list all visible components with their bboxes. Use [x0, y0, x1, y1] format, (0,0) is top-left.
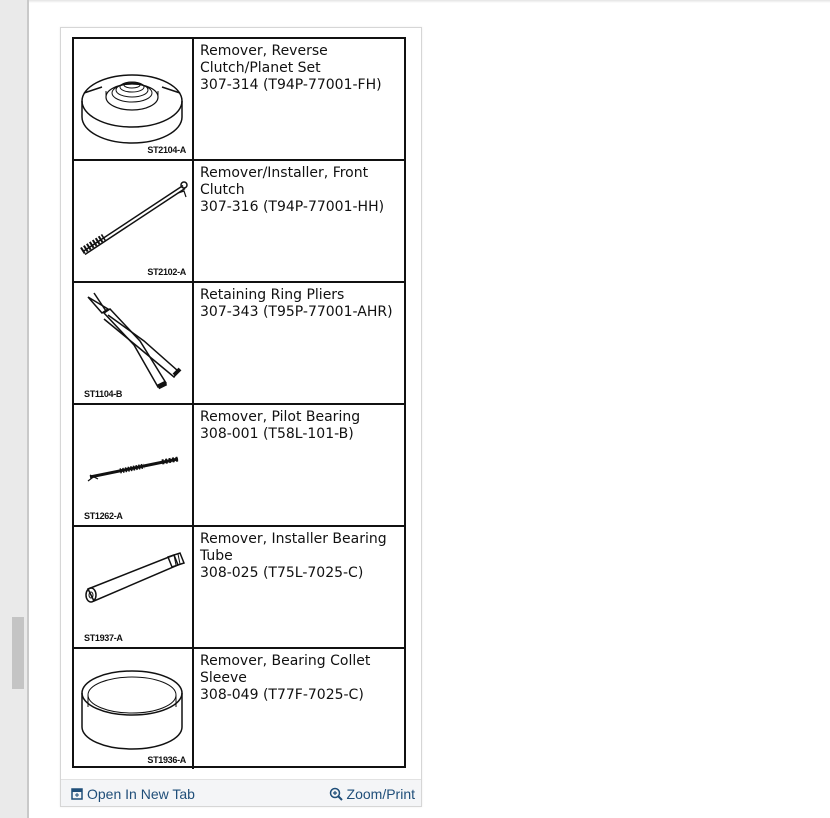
tool-part-number: 307-314 (T94P-77001-FH) — [200, 77, 382, 93]
tool-part-number: 307-343 (T95P-77001-AHR) — [200, 304, 393, 320]
tool-part-number: 308-025 (T75L-7025-C) — [200, 565, 364, 581]
tool-description — [200, 287, 400, 321]
tool-illustration — [74, 527, 194, 647]
tool-row — [74, 161, 404, 281]
left-scroll-gutter — [0, 0, 29, 818]
tool-illustration — [74, 39, 194, 159]
tool-illustration — [74, 405, 194, 525]
zoom-print-link[interactable] — [329, 786, 415, 802]
open-new-tab-icon — [71, 788, 83, 800]
tool-code: ST2102-A — [147, 267, 186, 277]
scrollbar-thumb[interactable] — [12, 617, 24, 689]
tool-description — [200, 409, 400, 443]
tool-name-line: Clutch — [200, 182, 245, 198]
special-tools-figure — [72, 37, 406, 768]
tool-code: ST1936-A — [147, 755, 186, 765]
tool-description — [200, 653, 400, 704]
tool-description — [200, 165, 400, 216]
tool-code: ST1262-A — [84, 511, 123, 521]
image-card — [60, 27, 422, 807]
tool-row — [74, 649, 404, 769]
tool-name-line: Remover/Installer, Front — [200, 165, 369, 181]
tool-illustration — [74, 283, 194, 403]
reverse-clutch-remover-icon — [74, 39, 192, 159]
tool-name-line: Retaining Ring Pliers — [200, 287, 345, 303]
tool-name-line: Clutch/Planet Set — [200, 60, 321, 76]
tool-illustration — [74, 649, 194, 769]
tool-name-line: Remover, Bearing Collet — [200, 653, 371, 669]
tool-row — [74, 527, 404, 647]
tool-name-line: Tube — [200, 548, 233, 564]
zoom-print-label: Zoom/Print — [346, 786, 415, 802]
open-new-tab-link[interactable] — [71, 786, 195, 802]
zoom-in-icon — [329, 787, 343, 801]
image-footer — [61, 779, 421, 806]
tool-name-line: Remover, Installer Bearing — [200, 531, 387, 547]
tool-name-line: Remover, Reverse — [200, 43, 328, 59]
tool-description — [200, 531, 400, 582]
tool-part-number: 308-001 (T58L-101-B) — [200, 426, 354, 442]
tool-row — [74, 405, 404, 525]
bearing-collet-sleeve-remover-icon — [74, 649, 192, 767]
tool-code: ST2104-A — [147, 145, 186, 155]
tool-row — [74, 39, 404, 159]
tool-code: ST1104-B — [84, 389, 123, 399]
tool-code: ST1937-A — [84, 633, 123, 643]
bearing-tube-remover-installer-icon — [74, 527, 192, 645]
tool-row — [74, 283, 404, 403]
tool-illustration — [74, 161, 194, 281]
tool-name-line: Remover, Pilot Bearing — [200, 409, 361, 425]
front-clutch-remover-installer-icon — [74, 161, 192, 279]
retaining-ring-pliers-icon — [74, 283, 192, 401]
tool-description — [200, 43, 400, 94]
tool-part-number: 307-316 (T94P-77001-HH) — [200, 199, 385, 215]
top-shadow — [29, 0, 830, 3]
tool-name-line: Sleeve — [200, 670, 247, 686]
pilot-bearing-remover-icon — [74, 405, 192, 523]
tool-part-number: 308-049 (T77F-7025-C) — [200, 687, 364, 703]
open-new-tab-label: Open In New Tab — [87, 786, 195, 802]
